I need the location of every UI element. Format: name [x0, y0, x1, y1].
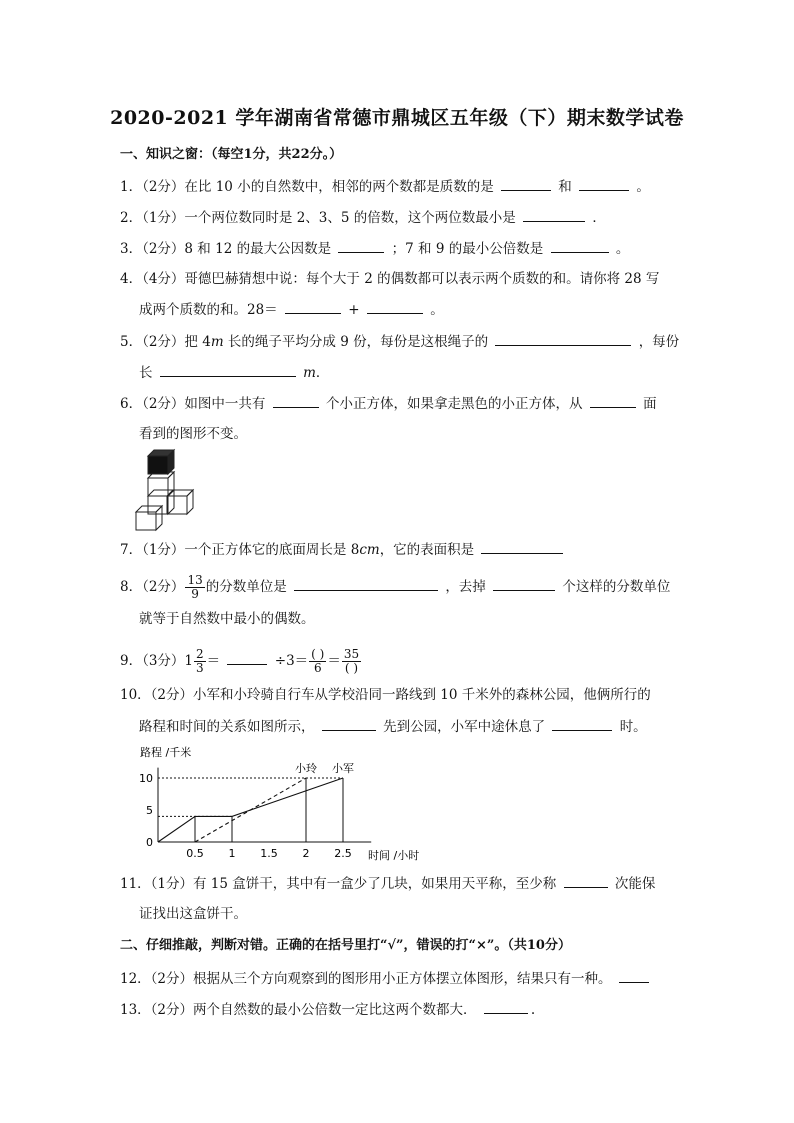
answer-blank[interactable]	[484, 1000, 528, 1014]
answer-blank[interactable]	[551, 239, 609, 253]
y-tick-label: 10	[139, 772, 153, 785]
question-10-cont: 路程和时间的关系如图所示， 先到公园，小军中途休息了 时。	[139, 719, 647, 735]
question-11-cont: 证找出这盒饼干。	[139, 906, 247, 922]
answer-blank[interactable]	[579, 177, 629, 191]
question-8: 8．（2分） $\frac{13}{9}$ 的分数单位是 ，去掉 个这样的分数单位	[120, 573, 671, 601]
series-label: 小玲	[295, 762, 317, 775]
answer-blank[interactable]	[564, 874, 608, 888]
fraction: $\frac{( )}{6}$	[311, 647, 325, 675]
answer-blank[interactable]	[367, 300, 423, 314]
question-4: 4．（4分）哥德巴赫猜想中说：每个大于 2 的偶数都可以表示两个质数的和。请你将 28 写	[120, 271, 660, 287]
answer-blank[interactable]	[523, 208, 585, 222]
cube-figure	[134, 448, 200, 532]
fraction: $\frac{35}{( )}$	[343, 647, 360, 675]
answer-blank[interactable]	[322, 717, 376, 731]
answer-blank[interactable]	[501, 177, 551, 191]
answer-blank[interactable]	[552, 717, 612, 731]
question-7: 7．（1分）一个正方体它的底面周长是 8cm，它的表面积是	[120, 540, 566, 559]
answer-blank[interactable]	[273, 394, 319, 408]
page-title: 2020-2021 学年湖南省常德市鼎城区五年级（下）期末数学试卷	[110, 107, 684, 129]
x-tick-label: 0.5	[186, 847, 204, 860]
fraction: $\frac{13}{9}$	[187, 573, 203, 601]
question-12: 12．（2分）根据从三个方向观察到的图形用小正方体摆立体图形，结果只有一种。	[120, 969, 652, 988]
question-5: 5．（2分）把 4m 长的绳子平均分成 9 份，每份是这根绳子的 ，每份	[120, 334, 680, 350]
question-9: 9．（3分）1 $\frac{2}{3}$ ＝ ÷3＝ $\frac{( )}{6}$ ＝ $\frac{35}{( )}$	[120, 647, 360, 675]
y-tick-label: 5	[146, 804, 153, 817]
fraction: $\frac{2}{3}$	[196, 647, 204, 675]
answer-blank[interactable]	[285, 300, 341, 314]
section-1-heading: 一、知识之窗：（每空1分，共22分。）	[120, 147, 343, 162]
answer-blank[interactable]	[619, 969, 649, 983]
answer-blank[interactable]	[160, 363, 296, 377]
answer-blank[interactable]	[590, 394, 636, 408]
answer-blank[interactable]	[227, 651, 267, 665]
question-3: 3．（2分）8 和 12 的最大公因数是 ；7 和 9 的最小公倍数是 。	[120, 241, 630, 257]
x-tick-label: 1	[228, 847, 236, 860]
answer-blank[interactable]	[481, 540, 563, 554]
series-label: 小军	[332, 762, 354, 775]
section-2-heading: 二、仔细推敲，判断对错。正确的在括号里打“√”，错误的打“×”。（共10分）	[120, 938, 571, 953]
distance-time-chart	[136, 744, 436, 866]
cube	[136, 506, 162, 530]
answer-blank[interactable]	[294, 577, 438, 591]
answer-blank[interactable]	[495, 332, 631, 346]
y-tick-label: 0	[146, 836, 153, 849]
answer-blank[interactable]	[338, 239, 384, 253]
series-line	[158, 778, 343, 842]
question-6: 6．（2分）如图中一共有 个小正方体，如果拿走黑色的小正方体，从 面	[120, 396, 657, 412]
answer-blank[interactable]	[493, 577, 555, 591]
question-8-cont: 就等于自然数中最小的偶数。	[139, 611, 315, 627]
x-tick-label: 2.5	[334, 847, 352, 860]
question-1: 1．（2分）在比 10 小的自然数中，相邻的两个数都是质数的是 和 。	[120, 179, 650, 195]
question-5-cont: 长 m．	[139, 365, 330, 381]
question-10: 10．（2分）小军和小玲骑自行车从学校沿同一路线到 10 千米外的森林公园，他俩所行的	[120, 687, 651, 703]
question-11: 11．（1分）有 15 盒饼干，其中有一盒少了几块，如果用天平称，至少称 次能保	[120, 876, 656, 892]
question-2: 2．（1分）一个两位数同时是 2、3、5 的倍数，这个两位数最小是 ．	[120, 210, 606, 226]
black-cube	[148, 450, 174, 474]
question-13: 13．（2分）两个自然数的最小公倍数一定比这两个数都大． .	[120, 1002, 536, 1018]
question-6-cont: 看到的图形不变。	[139, 426, 247, 442]
x-axis-label: 时间 /小时	[368, 849, 420, 862]
question-4-cont: 成两个质数的和。28＝ + 。	[139, 302, 444, 318]
x-tick-label: 1.5	[260, 847, 278, 860]
y-axis-label: 路程 /千米	[140, 746, 192, 759]
x-tick-label: 2	[302, 847, 310, 860]
